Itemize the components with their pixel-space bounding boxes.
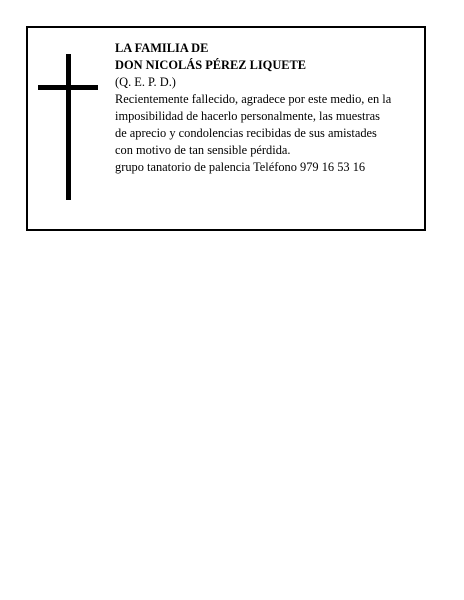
message-line: de aprecio y condolencias recibidas de sus amistades [115, 126, 377, 140]
family-heading: LA FAMILIA DE [115, 41, 209, 55]
message-line: Recientemente fallecido, agradece por este medio, en la [115, 92, 392, 106]
deceased-name: DON NICOLÁS PÉREZ LIQUETE [115, 58, 307, 72]
cross-vertical-bar [66, 54, 71, 200]
message-line: imposibilidad de hacerlo personalmente, las muestras [115, 109, 380, 123]
qepd-label: (Q. E. P. D.) [115, 75, 176, 89]
obituary-notice [26, 26, 426, 231]
contact-line: grupo tanatorio de palencia Teléfono 979 16 53 16 [115, 160, 366, 174]
notice-text [115, 40, 421, 176]
cross-icon [38, 54, 98, 200]
cross-horizontal-bar [38, 85, 98, 90]
message-line: con motivo de tan sensible pérdida. [115, 143, 291, 157]
